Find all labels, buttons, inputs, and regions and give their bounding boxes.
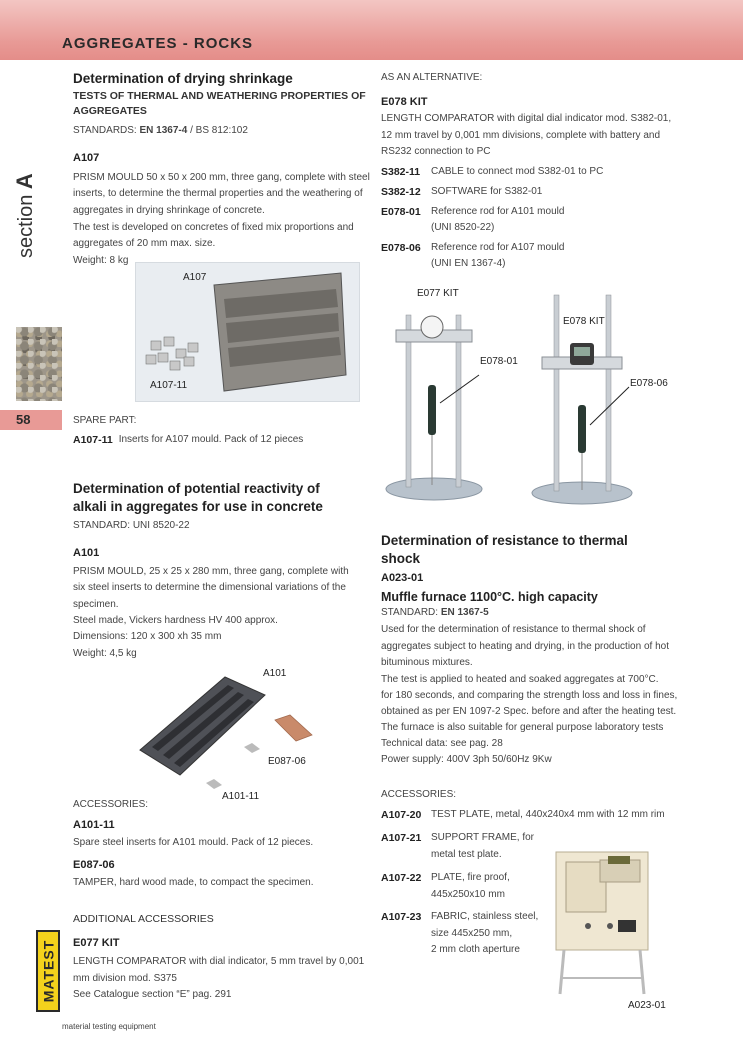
e07801-text-2: (UNI 8520-22) — [431, 222, 495, 233]
thermal-title-2: shock — [381, 551, 421, 566]
spare-part-row — [73, 432, 303, 448]
comparators-photo — [374, 285, 674, 510]
a10722-code: A107-22 — [381, 872, 422, 884]
a10723-text-3: 2 mm cloth aperture — [431, 944, 520, 955]
a10721-text-2: metal test plate. — [431, 849, 502, 860]
section-label — [12, 173, 38, 258]
a101-desc-3: specimen. — [73, 599, 119, 610]
e077kit-text-1: LENGTH COMPARATOR with dial indicator, 5 mm travel by 0,001 — [73, 956, 365, 967]
comparators-illustration — [374, 285, 674, 510]
e07801-code: E078-01 — [381, 206, 421, 218]
a10711-photo-label: A107-11 — [150, 380, 188, 391]
e07806-code: E078-06 — [381, 242, 421, 254]
thermal-accessories-label: ACCESSORIES: — [381, 789, 457, 800]
a101-mould-illustration — [130, 665, 320, 800]
logo-text: MATEST — [40, 939, 57, 1003]
a101-desc-1: PRISM MOULD, 25 x 25 x 280 mm, three gang, complete with — [73, 566, 349, 577]
alkali-title-2: alkali in aggregates for use in concrete — [73, 499, 323, 514]
a10722-text-2: 445x250x10 mm — [431, 889, 505, 900]
a101-photo — [130, 665, 320, 800]
a10723-text-1: FABRIC, stainless steel, — [431, 911, 539, 922]
thermal-title-1: Determination of resistance to thermal — [381, 533, 628, 548]
thermal-desc-1: Used for the determination of resistance to thermal shock of — [381, 624, 646, 635]
s38212-code: S382-12 — [381, 186, 421, 198]
a107-desc-5: aggregates of 20 mm max. size. — [73, 238, 216, 249]
e077kit-photo-label: E077 KIT — [417, 288, 459, 299]
section-letter: A — [12, 173, 37, 190]
a02301-photo-label: A023-01 — [628, 1000, 666, 1011]
e07801-row — [381, 204, 564, 220]
a107-desc-3: aggregates in drying shrinkage of concrete. — [73, 205, 265, 216]
a101-desc-6: Weight: 4,5 kg — [73, 648, 137, 659]
a10722-row — [381, 870, 510, 886]
e07806-row — [381, 240, 564, 256]
s38212-text: SOFTWARE for S382-01 — [431, 186, 543, 197]
a101-desc-4: Steel made, Vickers hardness HV 400 approx. — [73, 615, 278, 626]
thermal-desc-4: The test is applied to heated and soaked aggregates at 700°C. — [381, 674, 659, 685]
e078kit-desc-1: LENGTH COMPARATOR with digital dial indicator mod. S382-01, — [381, 113, 672, 124]
alternative-label: AS AN ALTERNATIVE: — [381, 72, 483, 83]
drying-title: Determination of drying shrinkage — [73, 71, 293, 86]
a10721-row — [381, 830, 534, 846]
page-title: AGGREGATES - ROCKS — [62, 35, 254, 52]
e07806-text-2: (UNI EN 1367-4) — [431, 258, 506, 269]
a10720-code: A107-20 — [381, 809, 422, 821]
thermal-standard-label: STANDARD: — [381, 607, 441, 618]
e08706-photo-label: E087-06 — [268, 756, 306, 767]
a107-code: A107 — [73, 152, 100, 164]
furnace-illustration — [548, 848, 658, 998]
a10111-text: Spare steel inserts for A101 mould. Pack of 12 pieces. — [73, 837, 314, 848]
spare-part-code: A107-11 — [73, 434, 113, 446]
e07806-text-1: Reference rod for A107 mould — [431, 242, 565, 253]
a10722-text-1: PLATE, fire proof, — [431, 872, 510, 883]
a107-desc-2: inserts, to determine the thermal properties and the weathering of — [73, 188, 363, 199]
furnace-product: Muffle furnace 1100°C. high capacity — [381, 590, 598, 604]
a10720-text: TEST PLATE, metal, 440x240x4 mm with 12 mm rim — [431, 809, 665, 820]
a10111-photo-label: A101-11 — [222, 791, 260, 802]
page-number-band — [0, 410, 62, 430]
thermal-desc-7: The furnace is also suitable for general purpose laboratory tests — [381, 722, 664, 733]
footer-text: material testing equipment — [62, 1022, 156, 1031]
s38212-row — [381, 184, 542, 200]
a101-desc-5: Dimensions: 120 x 300 xh 35 mm — [73, 631, 222, 642]
a10111-code: A101-11 — [73, 819, 115, 831]
thermal-standard-value: EN 1367-5 — [440, 607, 489, 618]
matest-logo — [36, 930, 60, 1012]
e07806-photo-label: E078-06 — [630, 378, 668, 389]
thermal-desc-5: for 180 seconds, and comparing the strength loss and loss in fines, — [381, 690, 678, 701]
a101-desc-2: six steel inserts to determine the dimensional variations of the — [73, 582, 346, 593]
alkali-standard: STANDARD: UNI 8520-22 — [73, 520, 190, 531]
a10721-code: A107-21 — [381, 832, 422, 844]
thermal-desc-6: obtained as per EN 1097-2 Spec. before and after the heating test. — [381, 706, 677, 717]
drying-subtitle-2: AGGREGATES — [73, 105, 147, 117]
e077kit-text-2: mm division mod. S375 — [73, 973, 177, 984]
thermal-standard — [381, 605, 489, 621]
e078kit-photo-label: E078 KIT — [563, 316, 605, 327]
a02301-code: A023-01 — [381, 572, 424, 584]
e078kit-desc-3: RS232 connection to PC — [381, 146, 491, 157]
s38211-text: CABLE to connect mod S382-01 to PC — [431, 166, 604, 177]
a10720-row — [381, 807, 665, 823]
alkali-title-1: Determination of potential reactivity of — [73, 481, 320, 496]
a107-desc-6: Weight: 8 kg — [73, 255, 129, 266]
additional-accessories-label: ADDITIONAL ACCESSORIES — [73, 913, 214, 925]
page-number: 58 — [16, 412, 31, 427]
a10721-text-1: SUPPORT FRAME, for — [431, 832, 534, 843]
spare-part-label: SPARE PART: — [73, 415, 137, 426]
section-word: section — [15, 194, 37, 258]
a101-photo-label: A101 — [263, 668, 287, 679]
thermal-desc-9: Power supply: 400V 3ph 50/60Hz 9Kw — [381, 754, 552, 765]
e078kit-code: E078 KIT — [381, 96, 428, 108]
e077kit-text-3: See Catalogue section “E” pag. 291 — [73, 989, 232, 1000]
drying-subtitle-1: TESTS OF THERMAL AND WEATHERING PROPERTIES OF — [73, 90, 366, 102]
e077kit-code: E077 KIT — [73, 937, 120, 949]
a10723-code: A107-23 — [381, 911, 422, 923]
s38211-row — [381, 164, 603, 180]
drying-standards-rest: / BS 812:102 — [187, 125, 248, 136]
e07801-text-1: Reference rod for A101 mould — [431, 206, 565, 217]
e08706-text: TAMPER, hard wood made, to compact the specimen. — [73, 877, 314, 888]
furnace-photo — [548, 848, 658, 998]
drying-standards-label: STANDARDS: — [73, 125, 140, 136]
drying-standards — [73, 123, 248, 139]
a10723-row — [381, 909, 538, 925]
thermal-desc-3: bituminous mixtures. — [381, 657, 473, 668]
aggregate-thumbnail — [16, 327, 62, 401]
e078kit-desc-2: 12 mm travel by 0,001 mm divisions, complete with battery and — [381, 130, 661, 141]
thermal-desc-8: Technical data: see pag. 28 — [381, 738, 503, 749]
a10723-text-2: size 445x250 mm, — [431, 928, 513, 939]
s38211-code: S382-11 — [381, 166, 421, 178]
e08706-code: E087-06 — [73, 859, 115, 871]
a107-photo-label: A107 — [183, 272, 207, 283]
spare-part-text: Inserts for A107 mould. Pack of 12 pieces — [118, 434, 304, 445]
a107-desc-1: PRISM MOULD 50 x 50 x 200 mm, three gang, complete with steel — [73, 172, 370, 183]
alkali-accessories-label: ACCESSORIES: — [73, 799, 149, 810]
e07801-photo-label: E078-01 — [480, 356, 518, 367]
a107-desc-4: The test is developed on concretes of fixed mix proportions and — [73, 222, 354, 233]
thermal-desc-2: aggregates subject to heating and drying, in the production of hot — [381, 641, 669, 652]
drying-standards-value: EN 1367-4 — [139, 125, 188, 136]
a101-code: A101 — [73, 547, 100, 559]
